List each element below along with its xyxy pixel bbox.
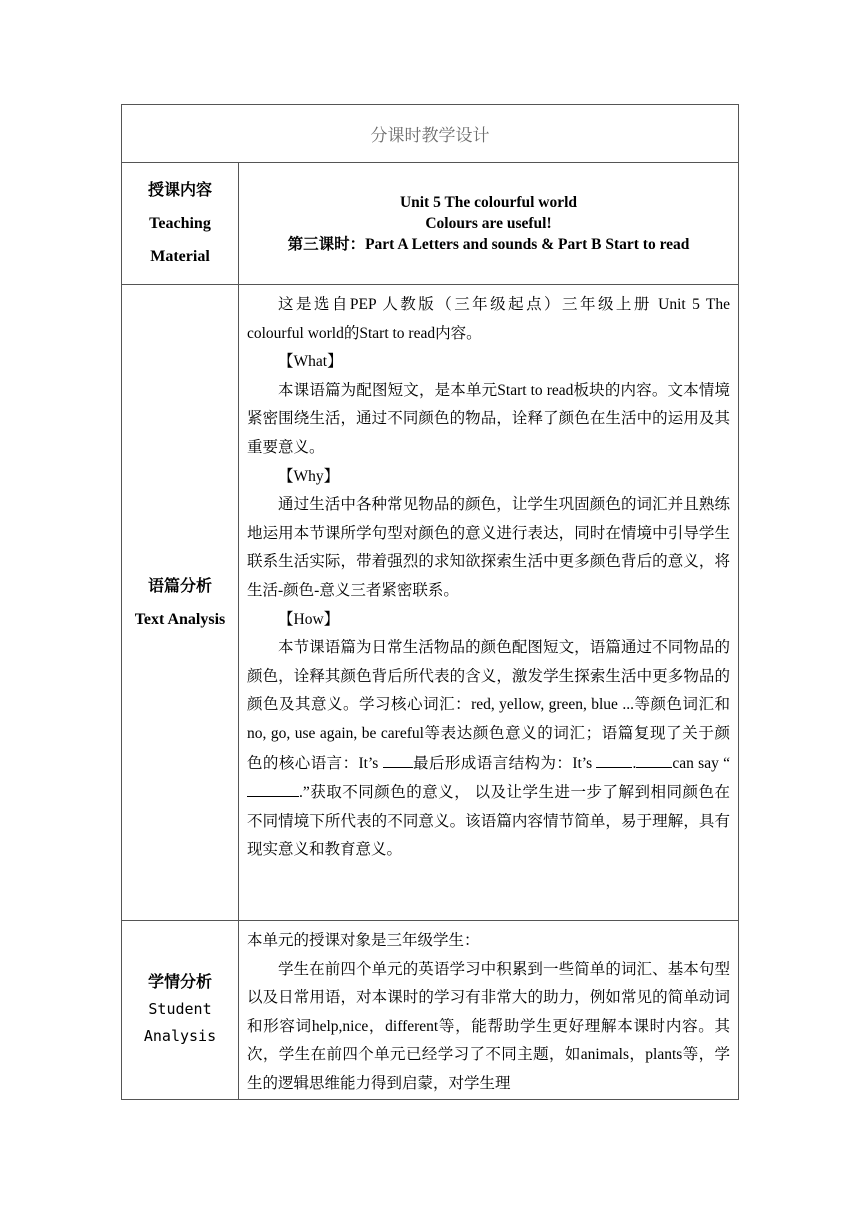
lesson-period: 第三课时：Part A Letters and sounds & Part B Start to read bbox=[287, 236, 690, 253]
student-analysis-intro: 本单元的授课对象是三年级学生： bbox=[247, 932, 480, 949]
teaching-material-content-cell bbox=[239, 163, 739, 285]
teaching-material-label-cell bbox=[122, 163, 239, 285]
student-analysis-label-en-2: Analysis bbox=[143, 1027, 217, 1046]
lesson-design-table bbox=[121, 104, 739, 1100]
text-analysis-label-en: Text Analysis bbox=[134, 610, 226, 628]
fill-blank bbox=[383, 749, 413, 768]
teaching-material-label-zh: 授课内容 bbox=[147, 182, 212, 199]
student-analysis-label-cell bbox=[122, 921, 239, 1100]
text-analysis-label-cell bbox=[122, 285, 239, 921]
how-text bbox=[247, 634, 730, 865]
how-text-part-2: 最后形成语言结构为：It’s bbox=[412, 754, 597, 772]
student-analysis-label-zh: 学情分析 bbox=[147, 974, 212, 992]
what-text: 本课语篇为配图短文，是本单元Start to read板块的内容。文本情境紧密围绕生活，通过不同颜色的物品，诠释了颜色在生活中的运用及其重要意义。 bbox=[247, 381, 730, 456]
student-analysis-label-en-1: Student bbox=[148, 1000, 212, 1019]
why-text: 通过生活中各种常见物品的颜色，让学生巩固颜色的词汇并且熟练地运用本节课所学句型对颜色的意义进行表达，同时在情境中引导学生联系生活实际，带着强烈的求知欲探索生活中更多颜色背后的意义，将生活-颜色-意义三者紧密联系。 bbox=[247, 496, 730, 599]
unit-title: Unit 5 The colourful world bbox=[399, 194, 578, 211]
table-title: 分课时教学设计 bbox=[122, 105, 739, 163]
text-analysis-content-cell bbox=[239, 285, 739, 921]
how-text-part-1: 本节课语篇为日常生活物品的颜色配图短文，语篇通过不同物品的颜色，诠释其颜色背后所代表的含义，激发学生探索生活中更多物品的颜色及其意义。学习核心词汇：red, yellow, green, blue ...等颜色词汇和no, go, use again, be careful等表达颜色意义的词汇；语篇复现了关于颜色的核心语言：It’s bbox=[247, 639, 730, 772]
text-analysis-label-zh: 语篇分析 bbox=[147, 577, 212, 595]
student-analysis-text: 学生在前四个单元的英语学习中积累到一些简单的词汇、基本句型以及日常用语，对本课时的学习有非常大的助力，例如常见的简单动词和形容词help,nice，different等，能帮助学生更好理解本课时内容。其次，学生在前四个单元已经学习了不同主题，如animals，plants等，学生的逻辑思维能力得到启蒙，对学生理 bbox=[247, 960, 730, 1092]
teaching-material-label-en-2: Material bbox=[150, 248, 210, 265]
how-text-part-5: .”获取不同颜色的意义， 以及让学生进一步了解到相同颜色在不同情境下所代表的不同意义。该语篇内容情节简单，易于理解，具有现实意义和教育意义。 bbox=[247, 784, 730, 859]
lesson-subtitle: Colours are useful! bbox=[425, 215, 552, 232]
why-heading: 【Why】 bbox=[278, 467, 340, 485]
how-heading: 【How】 bbox=[278, 610, 340, 628]
text-analysis-intro: 这是选自PEP 人教版（三年级起点）三年级上册 Unit 5 The colourful world的Start to read内容。 bbox=[247, 296, 730, 342]
fill-blank bbox=[596, 749, 632, 768]
fill-blank bbox=[247, 778, 299, 797]
how-text-part-4: can say “ bbox=[672, 754, 731, 772]
teaching-material-label-en-1: Teaching bbox=[149, 215, 211, 232]
fill-blank bbox=[636, 749, 672, 768]
how-text-part-3: . bbox=[632, 754, 637, 772]
student-analysis-content-cell bbox=[239, 921, 739, 1100]
what-heading: 【What】 bbox=[278, 353, 343, 371]
